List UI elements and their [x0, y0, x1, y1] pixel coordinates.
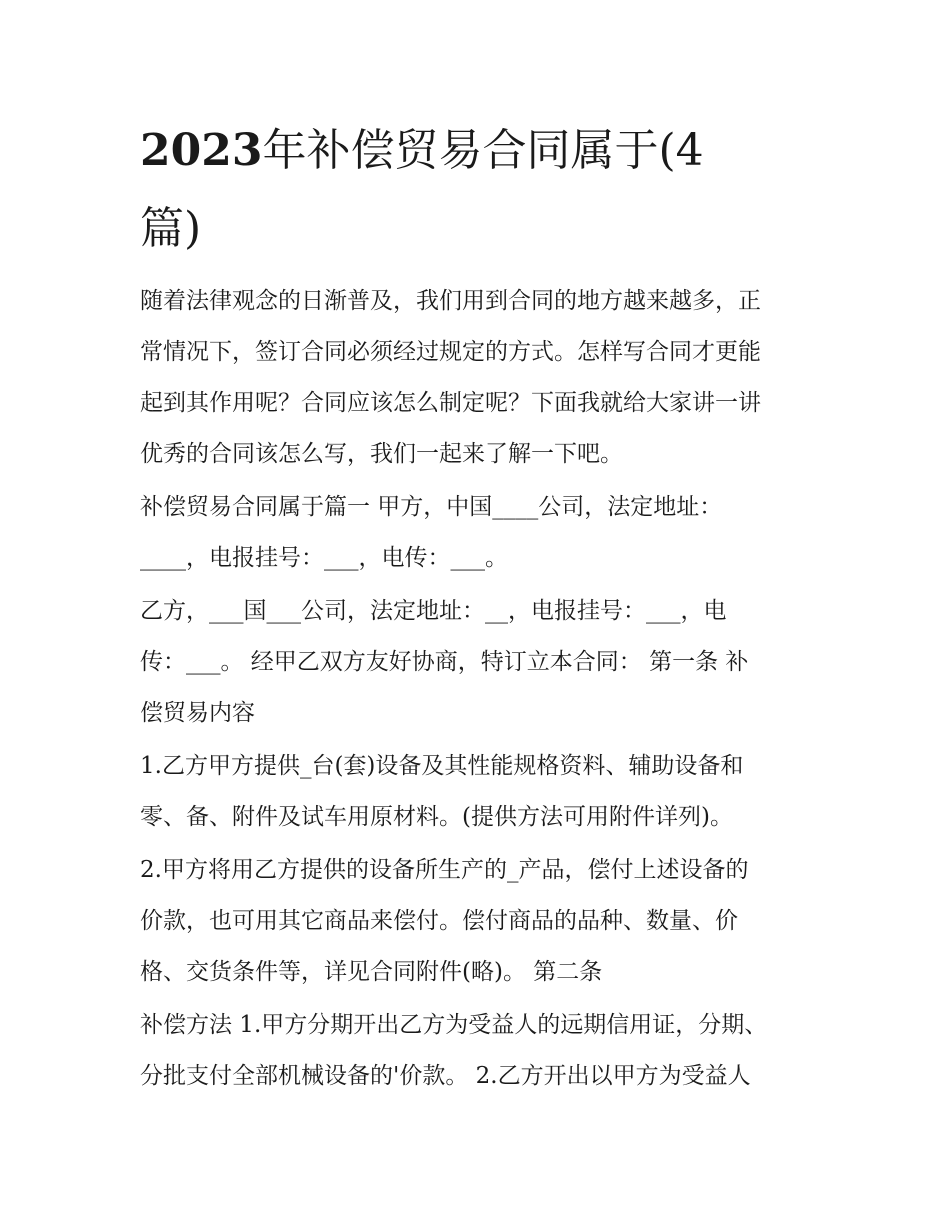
document-body	[140, 276, 820, 1102]
paragraph-intro	[140, 276, 820, 480]
text-line: 偿贸易内容	[140, 700, 255, 726]
title-text-line1: 年补偿贸易合同属于(4	[262, 125, 704, 176]
text-line: 补偿贸易合同属于篇一 甲方，中国____公司，法定地址：	[140, 494, 723, 520]
text-line: 随着法律观念的日渐普及，我们用到合同的地方越来越多，正	[140, 288, 761, 314]
text-line: 1.乙方甲方提供_台(套)设备及其性能规格资料、辅助设备和	[140, 753, 744, 779]
paragraph-clause-2	[140, 845, 820, 998]
text-line: 起到其作用呢？合同应该怎么制定呢？下面我就给大家讲一讲	[140, 390, 761, 416]
text-line: ____，电报挂号：___，电传：___。	[140, 545, 508, 571]
paragraph-payment	[140, 1000, 820, 1102]
text-line: 传：___。 经甲乙双方友好协商，特订立本合同： 第一条 补	[140, 649, 749, 675]
title-text-line2: 篇)	[140, 203, 202, 254]
paragraph-party-b	[140, 586, 820, 739]
text-line: 分批支付全部机械设备的'价款。 2.乙方开出以甲方为受益人	[140, 1063, 751, 1089]
title-year: 2023	[140, 125, 263, 176]
page-title	[140, 112, 820, 268]
text-line: 常情况下，签订合同必须经过规定的方式。怎样写合同才更能	[140, 339, 761, 365]
text-line: 优秀的合同该怎么写，我们一起来了解一下吧。	[140, 441, 623, 467]
text-line: 2.甲方将用乙方提供的设备所生产的_产品，偿付上述设备的	[140, 857, 749, 883]
text-line: 乙方，___国___公司，法定地址：__，电报挂号：___，电	[140, 598, 727, 624]
text-line: 补偿方法 1.甲方分期开出乙方为受益人的远期信用证，分期、	[140, 1012, 768, 1038]
paragraph-clause-1	[140, 741, 820, 843]
text-line: 价款，也可用其它商品来偿付。偿付商品的品种、数量、价	[140, 908, 738, 934]
paragraph-party-a	[140, 482, 820, 584]
text-line: 格、交货条件等，详见合同附件(略)。 第二条	[140, 959, 603, 985]
text-line: 零、备、附件及试车用原材料。(提供方法可用附件详列)。	[140, 804, 733, 830]
